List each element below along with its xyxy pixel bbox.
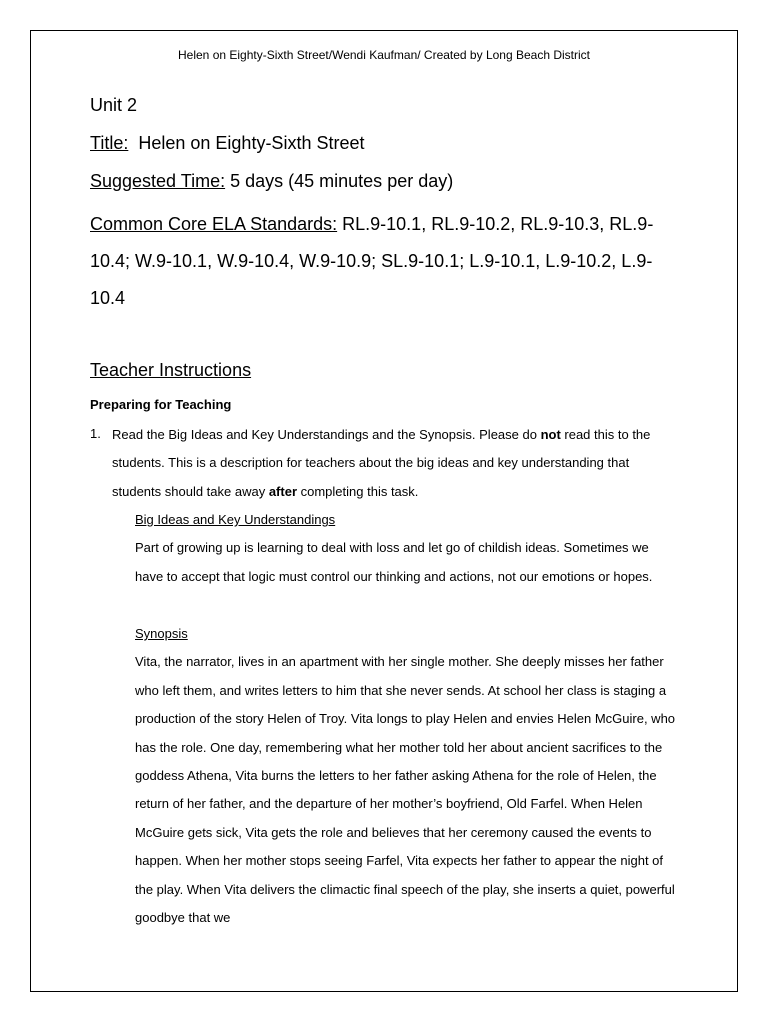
synopsis-section: [135, 620, 680, 932]
big-ideas-text: Part of growing up is learning to deal with loss and let go of childish ideas. Sometimes we have to accept that logic must control our thinking and actions, not our emotions or hopes.: [135, 540, 653, 584]
synopsis-heading: Synopsis: [135, 626, 188, 641]
title-line: [90, 133, 364, 154]
standards-value: RL.9-10.1, RL.9-10.2, RL.9-10.3, RL.9-10.4; W.9-10.1, W.9-10.4, W.9-10.9; SL.9-10.1; L.9-10.1, L.9-10.2, L.9-10.4: [90, 214, 654, 308]
item-bold-after: after: [268, 483, 298, 499]
list-item: [112, 421, 677, 506]
teacher-instructions-heading: Teacher Instructions: [90, 360, 252, 380]
title-label: Title:: [90, 133, 129, 153]
big-ideas-section: [135, 506, 680, 591]
unit-label: Unit 2: [90, 95, 138, 115]
item-text-part1: Read the Big Ideas and Key Understandings and the Synopsis. Please do: [112, 427, 541, 442]
item-text-part3: completing this task.: [297, 483, 419, 499]
running-header: Helen on Eighty-Sixth Street/Wendi Kaufman/ Created by Long Beach District: [178, 48, 590, 62]
item-bold-not: not: [540, 427, 561, 442]
suggested-time-line: [90, 171, 453, 192]
item-text-part2: read this to the students. This is a description for teachers about the big ideas and key understanding that students should take away: [112, 427, 651, 499]
suggested-time-label: Suggested Time:: [90, 171, 226, 191]
list-number: 1.: [90, 426, 101, 441]
preparing-for-teaching-heading: Preparing for Teaching: [90, 397, 232, 412]
standards-label: Common Core ELA Standards:: [90, 214, 338, 234]
title-value: Helen on Eighty-Sixth Street: [138, 133, 365, 153]
standards-block: [90, 206, 670, 317]
suggested-time-value: 5 days (45 minutes per day): [230, 171, 454, 191]
big-ideas-heading: Big Ideas and Key Understandings: [135, 512, 336, 527]
synopsis-text: Vita, the narrator, lives in an apartment with her single mother. She deeply misses her father who left them, and writes letters to him that she never sends. At school her class is staging a production of the story Helen of Troy. Vita longs to play Helen and envies Helen McGuire, who has the role. One day, remembering what her mother told her about ancient sacrifices to the goddess Athena, Vita burns the letters to her father asking Athena for the role of Helen, the return of her father, and the departure of her mother’s boyfriend, Old Farfel. When Helen McGuire gets sick, Vita gets the role and believes that her ceremony caused the events to happen. When her mother stops seeing Farfel, Vita expects her father to appear the night of the play. When Vita delivers the climactic final speech of the play, she inserts a quiet, powerful goodbye that we: [135, 654, 676, 926]
